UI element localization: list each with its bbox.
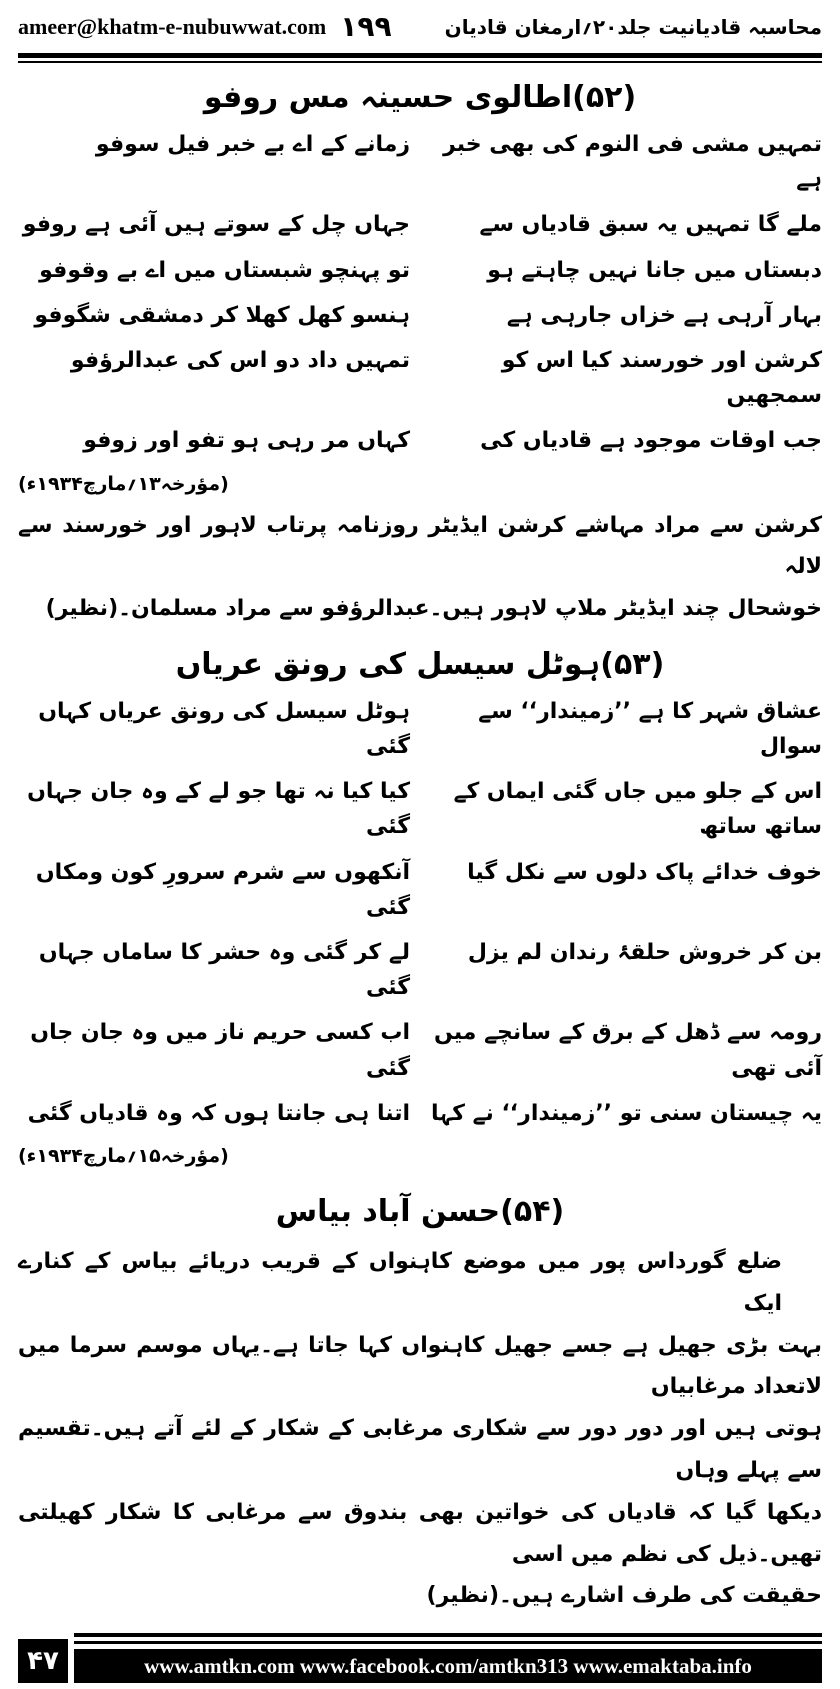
section-54-title: (۵۴)حسن آباد بیاس — [275, 1193, 565, 1229]
paragraph-line: بہت بڑی جھیل ہے جسے جھیل کاہنواں کہا جاتا ہے۔یہاں موسم سرما میں لاتعداد مرغابیاں — [18, 1332, 822, 1400]
spacer — [18, 1617, 822, 1633]
verse-left: کہاں مر رہی ہو تفو اور زوفو — [83, 428, 410, 454]
verse-left: کیا کیا نہ تھا جو لے کے وہ جان جہاں گئی — [27, 779, 410, 840]
verse-right: اس کے جلو میں جاں گئی ایماں کے ساتھ ساتھ — [453, 779, 822, 840]
verse-left: تو پہنچو شبستاں میں اے بے وقوفو — [39, 257, 410, 283]
section-52-poem — [18, 127, 822, 469]
footer-band — [74, 1633, 822, 1683]
poem-row — [18, 423, 822, 458]
verse-right: دبستاں میں جانا نہیں چاہتے ہو — [487, 257, 822, 283]
verse-left: تمہیں داد دو اس کی عبدالرؤفو — [70, 347, 410, 373]
verse-right: بہار آرہی ہے خزاں جارہی ہے — [506, 302, 822, 328]
section-53-poem — [18, 694, 822, 1141]
verse-right: کرشن اور خورسند کیا اس کو سمجھیں — [501, 347, 822, 409]
poem-row — [18, 298, 822, 333]
header-rule — [18, 53, 822, 58]
verse-right: ملے گا تمہیں یہ سبق قادیاں سے — [479, 212, 822, 238]
poem-row — [18, 855, 822, 925]
header-book-title: محاسبہ قادیانیت جلد۲۰؍ارمغان قادیان — [444, 14, 822, 39]
verse-left: جہاں چل کے سوتے ہیں آئی ہے روفو — [22, 212, 410, 238]
paragraph-line: حقیقت کی طرف اشارے ہیں۔(نظیر) — [426, 1583, 822, 1609]
verse-left: آنکھوں سے شرم سرورِ کون ومکاں گئی — [35, 859, 410, 920]
verse-left: زمانے کے اے بے خبر فیل سوفو — [95, 132, 410, 157]
verse-left: لے کر گئی وہ حشر کا ساماں جہاں گئی — [38, 940, 410, 1001]
verse-right: خوف خدائے پاک دلوں سے نکل گیا — [467, 859, 822, 885]
section-52-date-wrap — [18, 473, 822, 495]
verse-right: عشاق شہر کا ہے ’’زمیندار‘‘ سے سوال — [478, 698, 822, 760]
poem-row — [18, 253, 822, 288]
paragraph-line: ہوتی ہیں اور دور دور سے شکاری مرغابی کے شکار کے لئے آتے ہیں۔تقسیم سے پہلے وہاں — [18, 1416, 822, 1483]
section-53-title: (۵۳)ہوٹل سیسل کی رونق عریاں — [175, 646, 665, 682]
verse-right: رومہ سے ڈھل کے برق کے سانچے میں آئی تھی — [434, 1020, 822, 1081]
page-footer — [18, 1633, 822, 1683]
section-53-date-wrap — [18, 1145, 822, 1167]
footer-links: www.amtkn.com www.facebook.com/amtkn313 www.emaktaba.info — [74, 1649, 822, 1683]
header-email: ameer@khatm-e-nubuwwat.com — [18, 13, 327, 39]
section-52-note — [18, 505, 822, 630]
verse-right: یہ چیستان سنی تو ’’زمیندار‘‘ نے کہا — [431, 1100, 822, 1126]
poem-row — [18, 774, 822, 844]
section-54-paragraph — [18, 1241, 822, 1617]
note-line: خوشحال چند ایڈیٹر ملاپ لاہور ہیں۔عبدالرؤفو سے مراد مسلمان۔(نظیر) — [45, 596, 822, 622]
footer-page-number: ۴۷ — [18, 1639, 68, 1683]
poem-row — [18, 127, 822, 197]
verse-left: اتنا ہی جانتا ہوں کہ وہ قادیاں گئی — [27, 1100, 410, 1126]
paragraph-line: ضلع گورداس پور میں موضع کاہنواں کے قریب دریائے بیاس کے کنارے ایک — [18, 1248, 782, 1316]
header-page-number: ۱۹۹ — [340, 10, 392, 43]
verse-left: ہنسو کھل کھلا کر دمشقی شگوفو — [34, 302, 410, 328]
header-rule-thin — [18, 61, 822, 63]
poem-row — [18, 694, 822, 764]
verse-right: جب اوقات موجود ہے قادیاں کی — [480, 428, 822, 454]
footer-rule-thin — [74, 1641, 822, 1644]
verse-right: تمہیں مشی فی النوم کی بھی خبر ہے — [443, 132, 822, 193]
verse-right: بن کر خروش حلقۂ رندان لم یزل — [467, 940, 822, 966]
section-53-date: (مؤرخہ۱۵؍مارچ۱۹۳۴ء) — [18, 1144, 229, 1167]
verse-left: اب کسی حریم ناز میں وہ جان جاں گئی — [30, 1020, 410, 1081]
poem-row — [18, 343, 822, 413]
verse-left: ہوٹل سیسل کی رونق عریاں کہاں گئی — [38, 698, 410, 760]
section-52-date: (مؤرخہ۱۳؍مارچ۱۹۳۴ء) — [18, 472, 229, 495]
poem-row — [18, 935, 822, 1005]
poem-row — [18, 207, 822, 242]
footer-rule — [74, 1633, 822, 1637]
section-52-title: (۵۲)اطالوی حسینہ مس روفو — [203, 80, 637, 115]
paragraph-line: دیکھا گیا کہ قادیاں کی خواتین بھی بندوق سے مرغابی کا شکار کھیلتی تھیں۔ذیل کی نظم میں اسی — [18, 1499, 822, 1567]
note-line: کرشن سے مراد مہاشے کرشن ایڈیٹر روزنامہ پرتاب لاہور اور خورسند سے لالہ — [18, 512, 822, 580]
poem-row — [18, 1015, 822, 1085]
page-header — [18, 10, 822, 43]
poem-row — [18, 1096, 822, 1131]
